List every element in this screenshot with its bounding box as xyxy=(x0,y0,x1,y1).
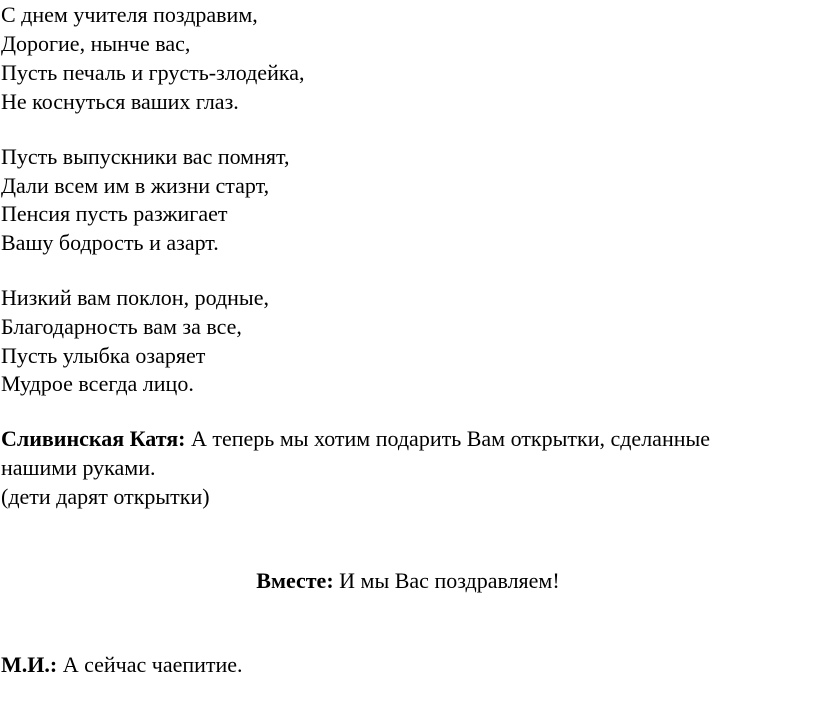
stage-direction: (дети дарят открытки) xyxy=(1,484,210,509)
katya-line-continued: нашими руками. xyxy=(1,455,156,480)
poem-line: Дали всем им в жизни старт, xyxy=(1,173,270,198)
poem-line: Пусть печаль и грусть-злодейка, xyxy=(1,60,305,85)
poem-line: Мудрое всегда лицо. xyxy=(1,371,194,396)
speaker-name: Сливинская Катя: xyxy=(1,426,186,451)
katya-line xyxy=(1,425,710,452)
speech-text: И мы Вас поздравляем! xyxy=(333,568,560,593)
poem-line: Вашу бодрость и азарт. xyxy=(1,230,219,255)
speaker-name: М.И.: xyxy=(1,652,58,677)
speaker-name: Вместе: xyxy=(256,568,334,593)
poem-line: Пенсия пусть разжигает xyxy=(1,201,228,226)
poem-line: С днем учителя поздравим, xyxy=(1,2,258,27)
poem-line: Дорогие, нынче вас, xyxy=(1,31,191,56)
mi-line xyxy=(1,651,243,678)
poem-line: Пусть улыбка озаряет xyxy=(1,343,206,368)
poem-line: Низкий вам поклон, родные, xyxy=(1,285,269,310)
together-line xyxy=(0,567,816,594)
poem-line: Не коснуться ваших глаз. xyxy=(1,89,239,114)
speech-text: А теперь мы хотим подарить Вам открытки, сделанные xyxy=(185,426,711,451)
poem-line: Пусть выпускники вас помнят, xyxy=(1,144,290,169)
speech-text: А сейчас чаепитие. xyxy=(57,652,243,677)
poem-line: Благодарность вам за все, xyxy=(1,314,242,339)
